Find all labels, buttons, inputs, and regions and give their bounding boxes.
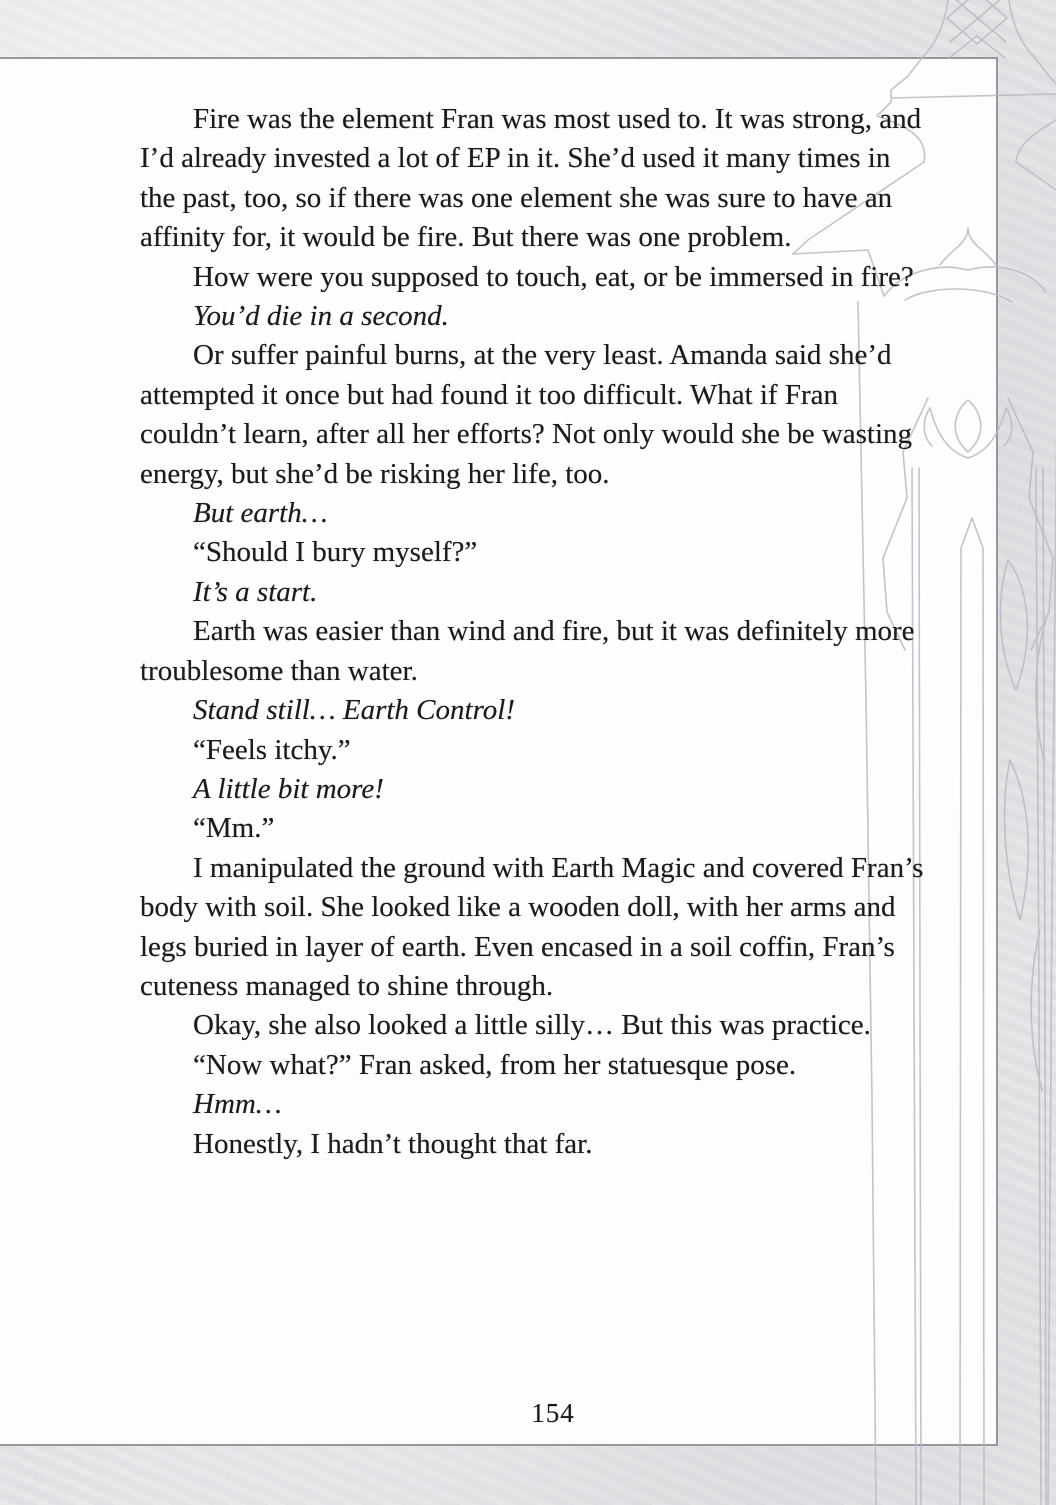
paragraph: “Mm.”	[193, 812, 275, 845]
paragraph: I manipulated the ground with Earth Magic and covered Fran’s body with soil. She looked like a wooden doll, with her arms and legs buried in layer of earth. Even encased in a soil coffin, Fran’s cuteness managed to shine through.	[140, 851, 924, 1002]
sword-grip-left-edge	[922, 0, 948, 58]
blade-right-edge	[1048, 302, 1056, 1505]
sword-grip-right-edge	[1009, 0, 1035, 58]
paragraph: “Should I bury myself?”	[193, 536, 478, 569]
blade-zigzag-right	[1008, 398, 1053, 650]
paragraph: “Feels itchy.”	[193, 733, 351, 766]
margin-leaf-2	[1005, 760, 1029, 920]
page-number: 154	[531, 1398, 575, 1428]
guard-right-shoulder	[1035, 58, 1056, 84]
paragraph: Okay, she also looked a little silly… But this was practice.	[193, 1009, 871, 1042]
paragraph: Earth was easier than wind and fire, but it was definitely more troublesome than water.	[140, 615, 915, 687]
paragraph: Or suffer painful burns, at the very least. Amanda said she’d attempted it once but had found it too difficult. What if Fran couldn’t learn, after all her efforts? Not only would she be wasting energy, but she’d be risking her life, too.	[140, 339, 913, 490]
paragraph: Fire was the element Fran was most used to. It was strong, and I’d already invested a lot of EP in it. She’d used it many times in the past, too, so if there was one element she was sure to have an affinity for, it would be fire. But there was one problem.	[140, 103, 922, 254]
paragraph: But earth…	[193, 497, 328, 530]
paragraph: Hmm…	[193, 1088, 282, 1121]
guard-right-wing	[1016, 162, 1056, 190]
paragraph: You’d die in a second.	[193, 300, 449, 333]
book-text	[140, 100, 926, 1164]
margin-leaf-1	[1000, 560, 1027, 690]
grip-lattice-diamond	[947, 0, 1007, 44]
paragraph: Stand still… Earth Control!	[193, 694, 515, 727]
paragraph: A little bit more!	[193, 772, 384, 805]
paragraph: “Now what?” Fran asked, from her statuesque pose.	[193, 1048, 797, 1081]
paragraph: How were you supposed to touch, eat, or be immersed in fire?	[193, 260, 914, 293]
paragraph: It’s a start.	[193, 575, 318, 608]
paragraph: Honestly, I hadn’t thought that far.	[193, 1127, 593, 1160]
